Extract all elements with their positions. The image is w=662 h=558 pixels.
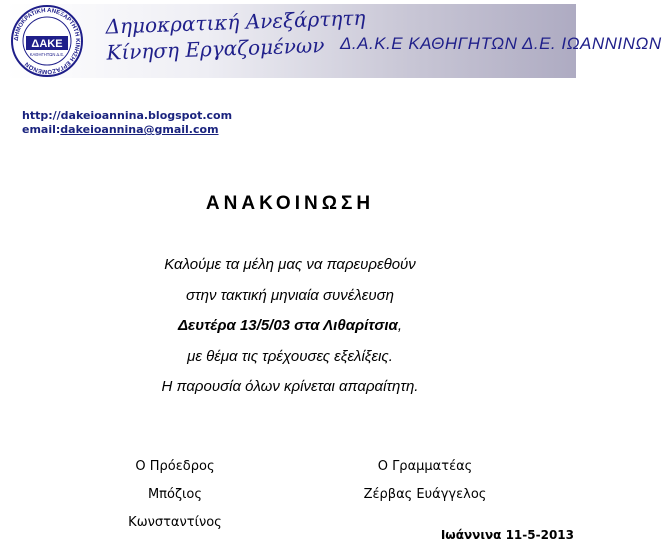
logo-subtitle: ΚΑΘΗΓΗΤΩΝ Δ.Ε. xyxy=(29,52,65,57)
blog-url[interactable]: http://dakeioannina.blogspot.com xyxy=(22,109,233,122)
announcement-heading: ΑΝΑΚΟΙΝΩΣΗ xyxy=(205,193,375,214)
secretary-name: Ζέρβας Ευάγγελος xyxy=(363,487,487,502)
banner-title xyxy=(105,5,366,65)
signature-secretary xyxy=(350,453,500,509)
banner-title-line2: Κίνηση Εργαζομένων xyxy=(106,33,325,65)
secretary-role: Ο Γραμματέας xyxy=(377,459,473,474)
meeting-date-place: Δευτέρα 13/5/03 στα Λιθαρίτσια xyxy=(177,317,398,334)
email-line xyxy=(22,123,232,137)
email-link[interactable]: dakeioannina@gmail.com xyxy=(60,123,219,136)
banner-title-line1: Δημοκρατική Ανεξάρτητη xyxy=(105,5,366,39)
body-line-2: στην τακτική μηνιαία συνέλευση xyxy=(185,286,394,304)
announcement-body xyxy=(0,250,580,403)
logo-ring-text: ΔΗΜΟΚΡΑΤΙΚΗ ΑΝΕΞΑΡΤΗΤΗ ΚΙΝΗΣΗ ΕΡΓΑΖΟΜΕΝΩΝ xyxy=(13,7,81,75)
email-label: email: xyxy=(22,123,61,136)
president-name: Μπόζιος Κωνσταντίνος xyxy=(128,487,222,530)
body-line-3 xyxy=(0,311,580,342)
body-line-4: με θέμα τις τρέχουσες εξελίξεις. xyxy=(187,347,393,365)
dake-logo xyxy=(10,4,84,78)
signature-president xyxy=(100,453,250,537)
president-role: Ο Πρόεδρος xyxy=(135,459,215,474)
banner-org-name: Δ.Α.Κ.Ε ΚΑΘΗΓΗΤΩΝ Δ.Ε. ΙΩΑΝΝΙΝΩΝ xyxy=(340,34,662,53)
contact-info xyxy=(22,109,232,137)
logo-acronym: ΔΑΚΕ xyxy=(31,38,63,50)
body-line-3-tail: , xyxy=(397,317,402,334)
document-date: Ιωάννινα 11-5-2013 xyxy=(440,528,574,542)
body-line-1: Καλούμε τα μέλη μας να παρευρεθούν xyxy=(164,256,416,273)
body-line-5: Η παρουσία όλων κρίνεται απαραίτητη. xyxy=(161,378,419,395)
header-banner xyxy=(6,4,662,78)
